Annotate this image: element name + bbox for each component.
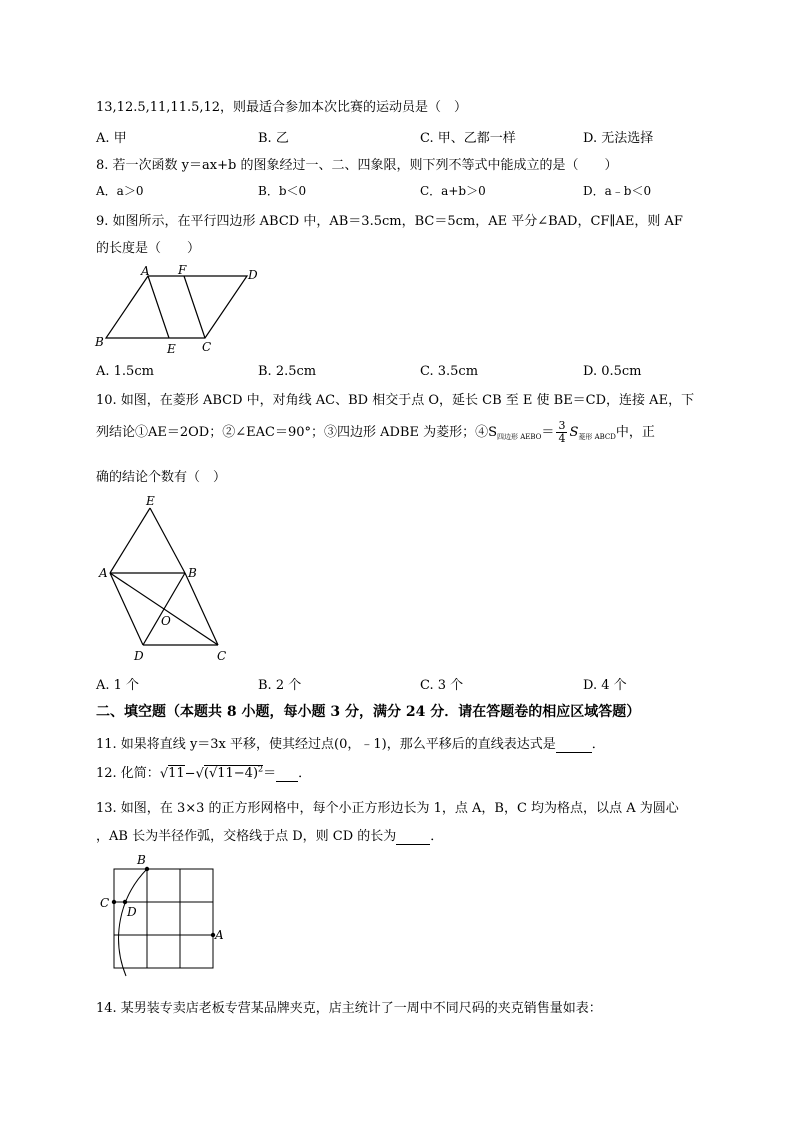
q13-stem-text: ，AB 长为半径作弧，交格线于点 D，则 CD 的长为: [96, 829, 397, 844]
sqrt-icon: √: [208, 766, 218, 781]
label-d: D: [248, 268, 258, 282]
q10-equals: ＝: [541, 425, 555, 440]
q12-equals: ＝: [263, 766, 277, 781]
label-c: C: [217, 649, 227, 663]
label-a: A: [141, 264, 150, 278]
label-d: D: [127, 905, 137, 919]
q9-stem-line2: 的长度是（ ）: [96, 241, 201, 256]
q10-stem-end: 中，正: [615, 425, 655, 440]
label-c: C: [100, 896, 110, 910]
q10-s-symbol: S: [569, 425, 579, 440]
point-d: [123, 900, 127, 904]
fraction-numerator: 3: [558, 419, 566, 432]
q10-option-a: A. 1 个: [96, 678, 140, 693]
label-f: F: [178, 263, 187, 277]
q11-stem: [96, 733, 605, 753]
q11-text: 11. 如果将直线 y＝3x 平移，使其经过点(0，﹣1)，那么平移后的直线表达式是: [96, 737, 556, 752]
q9-option-a: A. 1.5cm: [96, 364, 154, 379]
q7-options: [96, 127, 696, 145]
q12-minus: −: [184, 766, 196, 781]
sqrt-icon: √: [195, 766, 204, 781]
q13-stem-line1: 13. 如图，在 3×3 的正方形网格中，每个小正方形边长为 1，点 A，B，C 均为格点，以点 A 为圆心: [96, 801, 679, 816]
q7-option-a: A. 甲: [96, 131, 127, 146]
label-b: B: [188, 566, 197, 580]
sqrt-icon: √: [159, 766, 169, 781]
fraction-denominator: 4: [558, 432, 566, 445]
section-2-title: 二、填空题（本题共 8 小题，每小题 3 分，满分 24 分．请在答题卷的相应区域答题）: [96, 704, 641, 720]
segment-fc: [184, 276, 205, 338]
q11-answer-blank: [556, 737, 592, 753]
q12-stem: [96, 762, 311, 786]
q8-option-d: D．a﹣b＜0: [583, 184, 652, 198]
q13-stem-line2: [96, 825, 443, 845]
q9-options: [96, 364, 696, 382]
q7-stem: 13,12.5,11,11.5,12，则最适合参加本次比赛的运动员是（ ）: [96, 100, 468, 115]
fraction-three-quarters: [556, 420, 567, 445]
q10-stem-line1: 10. 如图，在菱形 ABCD 中，对角线 AC、BD 相交于点 O，延长 CB 至 E 使 BE＝CD，连接 AE，下: [96, 393, 695, 408]
q12-end: ．: [298, 766, 312, 781]
q9-stem-line1: 9. 如图所示，在平行四边形 ABCD 中，AB＝3.5cm，BC＝5cm，AE 平分∠BAD，CF∥AE，则 AF: [96, 214, 683, 229]
parallelogram-figure: [92, 262, 272, 357]
q10-conclusions: 列结论①AE＝2OD；②∠EAC＝90°；③四边形 ADBE 为菱形；④S: [96, 425, 498, 440]
label-o: O: [161, 614, 171, 628]
q14-stem: 14. 某男装专卖店老板专营某品牌夹克，店主统计了一周中不同尺码的夹克销售量如表：: [96, 1001, 602, 1016]
q10-option-d: D. 4 个: [583, 678, 627, 693]
label-e: E: [167, 342, 176, 356]
q12-inner-radicand: 11: [217, 766, 234, 781]
q8-option-a: A．a＞0: [96, 184, 144, 198]
q10-option-b: B. 2 个: [258, 678, 302, 693]
q7-option-b: B. 乙: [258, 131, 289, 146]
point-b: [145, 867, 149, 871]
label-a: A: [215, 928, 224, 942]
segment-ae: [148, 276, 169, 338]
q10-sub-abcd: 菱形 ABCD: [578, 433, 616, 441]
rhombus-figure: [92, 490, 252, 668]
label-c: C: [202, 340, 212, 354]
q8-stem: 8. 若一次函数 y＝ax+b 的图象经过一、二、四象限，则下列不等式中能成立的是（ ）: [96, 158, 618, 173]
q8-options: [96, 182, 696, 200]
q12-expression: [160, 765, 263, 781]
q7-option-c: C. 甲、乙都一样: [420, 131, 516, 146]
q10-stem-line2: [96, 416, 655, 450]
segment-eb: [150, 508, 185, 573]
label-a: A: [99, 566, 108, 580]
label-e: E: [146, 494, 155, 508]
q12-prefix: 12. 化简：: [96, 766, 160, 781]
q10-options: [96, 674, 696, 692]
diagonal-bd: [143, 573, 185, 645]
q13-end: ．: [430, 829, 444, 844]
q10-sub-aebo: 四边形 AEBO: [497, 433, 542, 441]
label-d: D: [134, 649, 144, 663]
q9-option-d: D. 0.5cm: [583, 364, 642, 379]
q13-answer-blank: [396, 829, 430, 845]
arc-bd: [119, 869, 147, 976]
q12-radicand-2: $(√11-4)^2$: [203, 764, 264, 781]
q12-inner-tail: −4): [233, 766, 259, 781]
segment-ea: [110, 508, 150, 573]
point-c: [112, 900, 116, 904]
q10-option-c: C. 3 个: [420, 678, 464, 693]
q7-option-d: D. 无法选择: [583, 131, 654, 146]
parallelogram-abcd: [106, 276, 247, 338]
label-b: B: [137, 853, 146, 867]
q8-option-b: B．b＜0: [258, 184, 307, 198]
q8-option-c: C．a+b＞0: [420, 184, 486, 198]
label-b: B: [95, 335, 104, 349]
grid-figure: [96, 851, 236, 981]
q10-stem-line3: 确的结论个数有（ ）: [96, 470, 227, 485]
q12-radicand-1: 11: [168, 766, 185, 781]
q9-option-c: C. 3.5cm: [420, 364, 479, 379]
q12-exponent: 2: [258, 764, 264, 774]
q12-answer-blank: [276, 766, 298, 782]
q11-end: ．: [591, 737, 605, 752]
q9-option-b: B. 2.5cm: [258, 364, 317, 379]
